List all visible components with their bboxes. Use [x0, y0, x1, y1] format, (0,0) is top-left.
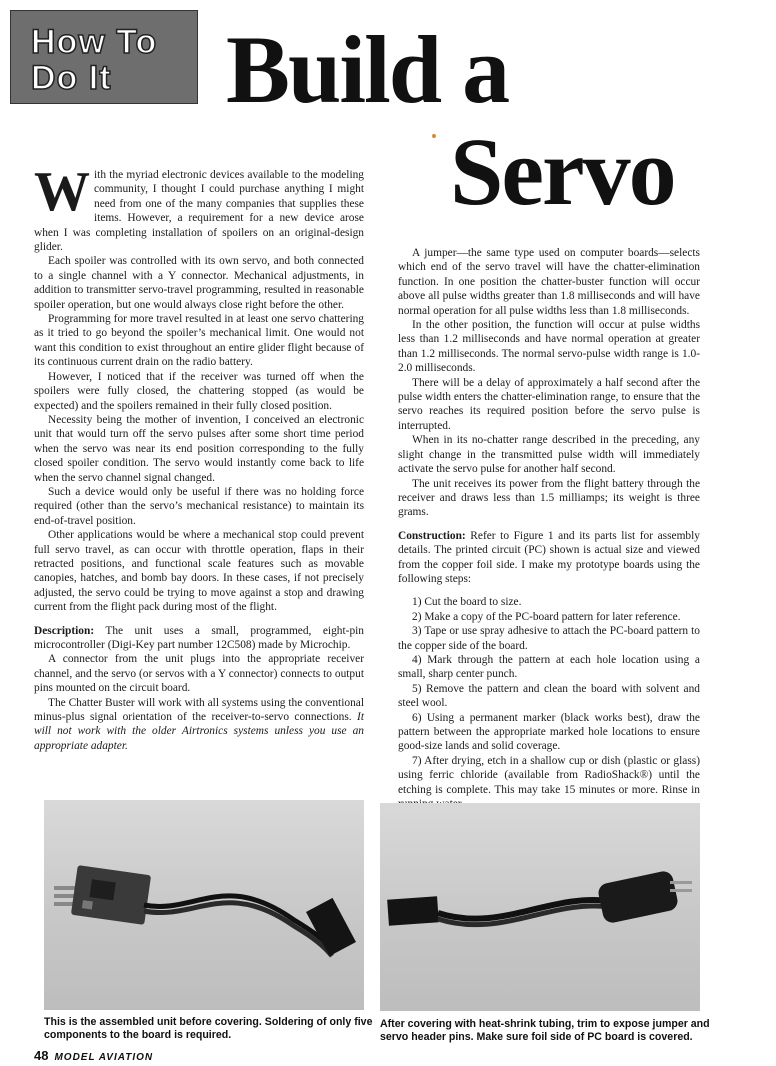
body-paragraph: However, I noticed that if the receiver was turned off when the spoilers were fully closed, the chattering stopped (as would be expected) and the spoilers remained in their fully closed position. — [34, 370, 364, 412]
assembled-unit-illustration — [44, 800, 364, 1010]
body-paragraph: Programming for more travel resulted in at least one servo chattering as it tried to go beyond the spoiler’s mechanical limit. One would not want this condition to exist throughout an entire glider flight because of its continuous current drain on the radio battery. — [34, 313, 364, 369]
step-item: 2) Make a copy of the PC-board pattern for later reference. — [412, 610, 681, 623]
step-item: 3) Tape or use spray adhesive to attach the PC-board pattern to the copper side of the board. — [398, 625, 700, 652]
body-paragraph: Necessity being the mother of invention, I conceived an electronic unit that would turn off the servo pulses after some short time period when the servo was near its end position corresponding to the fully closed spoiler condition. The servo would instantly come back to life when the servo channel signal changed. — [34, 413, 364, 484]
right-column — [398, 246, 700, 855]
step-item: 7) After drying, etch in a shallow cup or dish (plastic or glass) using ferric chloride (available from RadioShack®) until the etching is complete. This may take 15 minutes or more. Rinse in — [398, 754, 700, 796]
caption-left: This is the assembled unit before covering. Soldering of only five components to the board is required. — [44, 1016, 373, 1041]
badge-line-2: Do It — [31, 59, 112, 97]
caption-right: After covering with heat-shrink tubing, trim to expose jumper and servo header pins. Make sure foil side of PC board is covered. — [380, 1018, 710, 1043]
magazine-name: MODEL AVIATION — [54, 1052, 154, 1063]
step-item: 5) Remove the pattern and clean the board with solvent and steel wool. — [398, 682, 700, 710]
article-title-line-2: Servo — [450, 118, 675, 225]
step-item: 6) Using a permanent marker (black works best), draw the pattern between the appropriate marked hole locations to ensure good-size lands and solid coverage. — [398, 711, 700, 753]
construction-heading: Construction: — [398, 529, 466, 542]
body-paragraph: When in its no-chatter range described in the preceding, any slight change in the transmitted pulse width will immediately activate the servo pulse for another half second. — [398, 434, 700, 476]
chatter-text: The Chatter Buster will work with all systems using the conventional minus-plus signal orientation of the receiver-to-servo connections. — [34, 696, 364, 724]
decorative-dot — [432, 134, 436, 138]
step-item: 4) Mark through the pattern at each hole location using a small, sharp center punch. — [398, 653, 700, 681]
body-paragraph: There will be a delay of approximately a half second after the pulse width enters the chatter-elimination range, to ensure that the servo reaches its required position before the servo pulse is interrupted. — [398, 376, 700, 432]
body-paragraph: Each spoiler was controlled with its own servo, and both connected to a single channel with a Y connector. Mechanical adjustments, in addition to transmitter servo-travel programming, resulted in reasonable spoiler operation, but one would always close right before the other. — [34, 255, 364, 311]
body-paragraph: The unit receives its power from the flight battery through the receiver and draws less than 1.5 milliamps; its weight is three grams. — [398, 477, 700, 519]
drop-cap: W — [34, 161, 90, 223]
badge-line-1: How To — [31, 23, 158, 61]
left-column — [34, 161, 364, 753]
body-paragraph: Other applications would be where a mechanical stop could prevent full servo travel, as can occur with throttle operation, flaps in their retracted positions, and functional scale features such as movable canopies, hatches, and bomb bay doors. In these cases, if not precisely adjusted, the servo could be trying to move against a stop and drawing current from the flight pack during most of the flight. — [34, 529, 364, 614]
description-paragraph — [34, 624, 364, 653]
step-item: 1) Cut the board to size. — [412, 596, 522, 609]
body-paragraph: In the other position, the function will occur at pulse widths less than 1.2 milliseconds and have normal operation at greater than 1.2 milliseconds. The normal servo-pulse width range is 1.0-2.0 milliseconds. — [398, 319, 700, 375]
construction-paragraph — [398, 529, 700, 587]
intro-text: ith the myriad electronic devices available to the modeling community, I thought I could purchase anything I might need from one of the many companies that supplies these items. However, a requirement for a new device arose when I was completing installation of spoilers on an original-design glider. — [34, 169, 364, 254]
chatter-paragraph — [34, 696, 364, 754]
article-title-line-1: Build a — [226, 16, 509, 123]
photo-covered-unit — [380, 803, 700, 1011]
page-number: 48 — [34, 1048, 49, 1063]
body-paragraph: Such a device would only be useful if there was no holding force required (other than the servo’s mechanical resistance) to maintain its end-of-travel position. — [34, 485, 364, 527]
body-paragraph: A connector from the unit plugs into the appropriate receiver channel, and the servo (or servos with a Y connector) connects to output pins mounted on the circuit board. — [34, 653, 364, 695]
photo-assembled-unit — [44, 800, 364, 1010]
description-text: The unit uses a small, programmed, eight-pin microcontroller (Digi-Key part number 12C508) made by Microchip. — [34, 624, 364, 651]
covered-unit-illustration — [380, 803, 700, 1011]
description-heading: Description: — [34, 624, 95, 637]
construction-text: Refer to Figure 1 and its parts list for assembly details. The printed circuit (PC) shown is actual size and viewed from the copper foil side. I make my prototype boards using the following steps: — [398, 529, 700, 585]
how-to-badge — [10, 10, 198, 104]
intro-paragraph — [34, 161, 364, 254]
chatter-italic-note: It will not work with the older Airtronics systems unless you use an appropriate adapter. — [34, 711, 364, 752]
body-paragraph: A jumper—the same type used on computer boards—selects which end of the servo travel will have the chatter-elimination function. In one position the chatter-buster function will occur above all pulse widths greater than 1.8 milliseconds and will have normal operation for all pulse widths less than 1.8 milliseconds. — [398, 247, 700, 317]
page-folio — [34, 1048, 153, 1063]
